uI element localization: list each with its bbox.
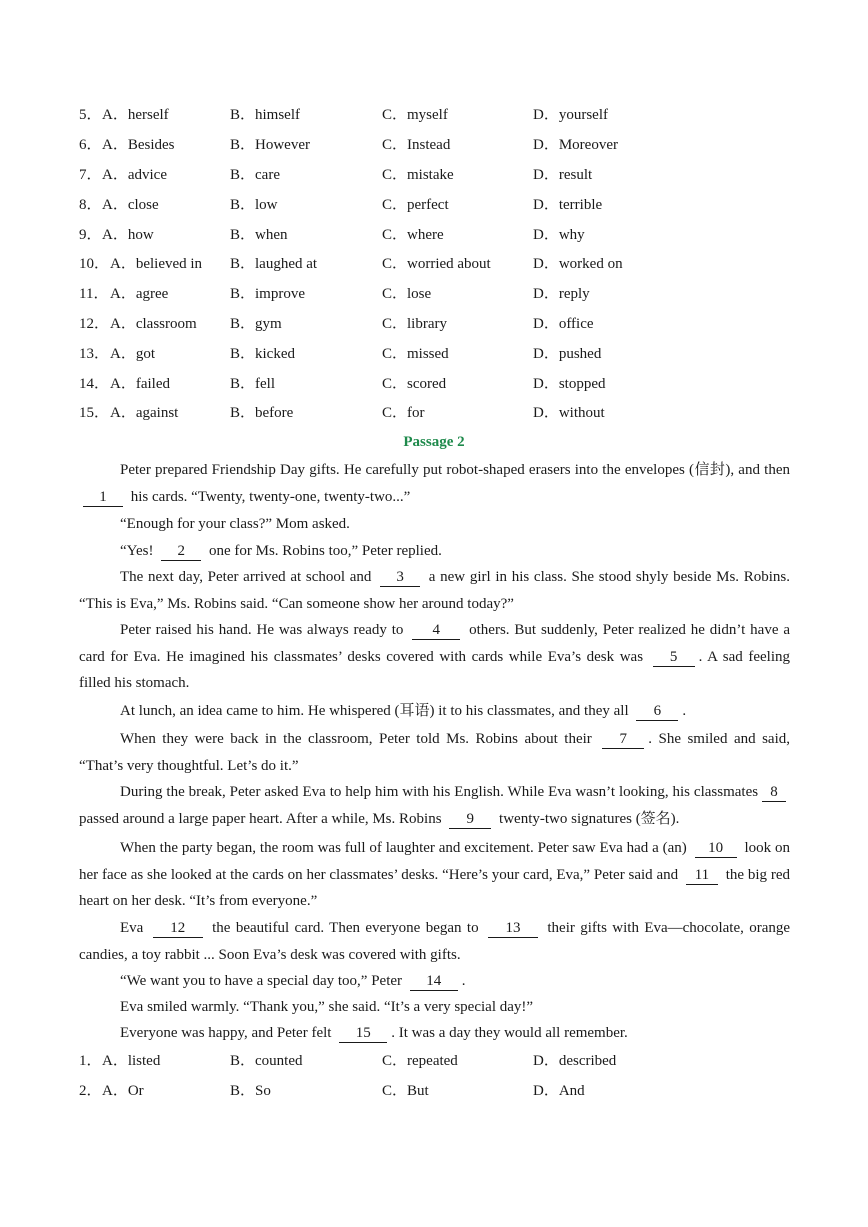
question-number: 7． — [79, 167, 102, 183]
paragraph — [79, 1020, 790, 1047]
answer-blank: 5 — [653, 648, 695, 667]
option-b: B．when — [230, 227, 288, 243]
option-a: A．Besides — [102, 137, 175, 153]
question-row — [79, 283, 799, 305]
question-row — [79, 224, 799, 246]
question-row — [79, 134, 799, 156]
option-b: B．improve — [230, 286, 305, 302]
option-c: C．But — [382, 1083, 429, 1099]
option-b: B．So — [230, 1083, 271, 1099]
question-row — [79, 343, 799, 365]
paragraph — [79, 617, 790, 697]
paragraph-text: Peter prepared Friendship Day gifts. He carefully put robot-shaped erasers into the envelopes (信封), and then — [120, 462, 790, 478]
paragraph-text: Peter raised his hand. He was always ready to — [120, 622, 404, 638]
option-a: A．close — [102, 197, 159, 213]
paragraph-text: At lunch, an idea came to him. He whispered (耳语) it to his classmates, and they all — [120, 703, 629, 719]
answer-blank: 1 — [83, 488, 123, 507]
paragraph — [79, 457, 790, 510]
option-a: A．Or — [102, 1083, 144, 1099]
option-a: A．how — [102, 227, 154, 243]
paragraph-text: When the party began, the room was full of laughter and excitement. Peter saw Eva had a (an) — [120, 840, 687, 856]
option-d: D．without — [533, 405, 605, 421]
option-d: D．worked on — [533, 256, 623, 272]
answer-blank: 3 — [380, 568, 420, 587]
option-c: C．mistake — [382, 167, 454, 183]
option-c: C．Instead — [382, 137, 451, 153]
option-a: A．against — [110, 405, 179, 421]
question-row — [79, 194, 799, 216]
option-a: A．got — [110, 346, 156, 362]
answer-blank: 8 — [762, 783, 786, 802]
answer-blank: 11 — [686, 866, 718, 885]
paragraph-text: . She smiled and said, “That’s very thoughtful. Let’s do it.” — [79, 731, 790, 774]
question-row — [79, 313, 799, 335]
question-number: 6． — [79, 137, 102, 153]
option-b: B．kicked — [230, 346, 295, 362]
option-c: C．perfect — [382, 197, 449, 213]
answer-blank: 15 — [339, 1024, 387, 1043]
answer-blank: 9 — [449, 810, 491, 829]
paragraph-text: their gifts with Eva—chocolate, orange candies, a toy rabbit ... Soon Eva’s desk was covered with gifts. — [79, 920, 791, 963]
option-c: C．missed — [382, 346, 449, 362]
option-b: B．care — [230, 167, 280, 183]
answer-blank: 14 — [410, 972, 458, 991]
option-c: C．where — [382, 227, 444, 243]
option-d: D．office — [533, 316, 594, 332]
option-c: C．myself — [382, 107, 448, 123]
paragraph-text: a new girl in his class. She stood shyly beside Ms. Robins. “This is Eva,” Ms. Robins said. “Can someone show her around today?” — [79, 569, 791, 612]
paragraph-text: . — [461, 973, 466, 989]
paragraph-text: look on her face as she looked at the cards on her classmates’ desks. “Here’s your card, Eva,” Peter said and — [79, 840, 790, 883]
option-d: D．result — [533, 167, 593, 183]
option-b: B．laughed at — [230, 256, 318, 272]
answer-blank: 12 — [153, 919, 203, 938]
question-number: 1． — [79, 1053, 102, 1069]
option-b: B．low — [230, 197, 278, 213]
paragraph — [79, 726, 790, 779]
option-d: D．And — [533, 1083, 585, 1099]
option-c: C．worried about — [382, 256, 491, 272]
question-number: 8． — [79, 197, 102, 213]
paragraph-text: . — [682, 703, 687, 719]
option-a: A．failed — [110, 376, 170, 392]
paragraph-text: his cards. “Twenty, twenty-one, twenty-two...” — [130, 488, 411, 505]
paragraph — [79, 564, 790, 617]
paragraph — [79, 779, 790, 832]
passage-title: Passage 2 — [403, 434, 465, 450]
option-c: C．repeated — [382, 1053, 458, 1069]
paragraph-text: Eva smiled warmly. “Thank you,” she said. “It’s a very special day!” — [120, 999, 534, 1015]
paragraph-text: “Yes! — [120, 543, 154, 559]
option-b: B．counted — [230, 1053, 303, 1069]
paragraph — [79, 835, 790, 915]
paragraph-text: the big red heart on her desk. “It’s from everyone.” — [79, 866, 791, 909]
option-d: D．terrible — [533, 197, 603, 213]
option-d: D．why — [533, 227, 585, 243]
paragraph — [79, 511, 790, 538]
paragraph-text: When they were back in the classroom, Peter told Ms. Robins about their — [120, 731, 592, 747]
question-row — [79, 104, 799, 126]
option-a: A．listed — [102, 1053, 161, 1069]
option-b: B．before — [230, 405, 294, 421]
question-number: 11． — [79, 286, 109, 302]
question-number: 10． — [79, 256, 110, 272]
question-row — [79, 253, 799, 275]
option-a: A．herself — [102, 107, 169, 123]
option-d: D．reply — [533, 286, 590, 302]
option-b: B．gym — [230, 316, 282, 332]
paragraph-text: “Enough for your class?” Mom asked. — [120, 516, 350, 532]
question-number: 5． — [79, 107, 102, 123]
paragraph-text: During the break, Peter asked Eva to help him with his English. While Eva wasn’t looking, his classmates — [120, 784, 759, 800]
paragraph-text: “We want you to have a special day too,” Peter — [120, 973, 403, 989]
option-d: D．stopped — [533, 376, 606, 392]
paragraph — [79, 538, 790, 565]
paragraph — [79, 994, 790, 1021]
option-d: D．Moreover — [533, 137, 618, 153]
option-b: B．fell — [230, 376, 275, 392]
answer-blank: 7 — [602, 730, 644, 749]
question-row — [79, 1080, 799, 1102]
paragraph-text: Eva — [120, 920, 144, 936]
answer-blank: 13 — [488, 919, 538, 938]
question-number: 2． — [79, 1083, 102, 1099]
question-row — [79, 373, 799, 395]
option-c: C．scored — [382, 376, 447, 392]
question-number: 9． — [79, 227, 102, 243]
answer-blank: 4 — [412, 621, 460, 640]
paragraph-text: . A sad feeling filled his stomach. — [79, 648, 790, 691]
paragraph-text: the beautiful card. Then everyone began to — [212, 920, 479, 936]
option-a: A．agree — [110, 286, 169, 302]
option-b: B．himself — [230, 107, 300, 123]
question-row — [79, 402, 799, 424]
option-c: C．for — [382, 405, 425, 421]
option-c: C．lose — [382, 286, 432, 302]
answer-blank: 10 — [695, 839, 737, 858]
option-d: D．pushed — [533, 346, 602, 362]
paragraph — [79, 968, 790, 995]
question-row — [79, 164, 799, 186]
paragraph-text: one for Ms. Robins too,” Peter replied. — [208, 543, 442, 559]
paragraph-text: others. But suddenly, Peter realized he didn’t have a card for Eva. He imagined his classmates’ desks covered with cards while Eva’s desk was — [79, 622, 791, 665]
option-d: D．described — [533, 1053, 617, 1069]
option-c: C．library — [382, 316, 447, 332]
paragraph-text: twenty-two signatures (签名). — [499, 810, 680, 827]
question-number: 15． — [79, 405, 110, 421]
paragraph-text: . It was a day they would all remember. — [391, 1025, 628, 1041]
option-a: A．believed in — [110, 256, 203, 272]
option-b: B．However — [230, 137, 310, 153]
answer-blank: 6 — [636, 702, 678, 721]
question-number: 12． — [79, 316, 110, 332]
option-a: A．classroom — [110, 316, 197, 332]
question-number: 14． — [79, 376, 110, 392]
paragraph-text: The next day, Peter arrived at school and — [120, 569, 372, 585]
paragraph-text: passed around a large paper heart. After a while, Ms. Robins — [79, 810, 442, 827]
option-a: A．advice — [102, 167, 167, 183]
answer-blank: 2 — [161, 542, 201, 561]
question-row — [79, 1050, 799, 1072]
question-number: 13． — [79, 346, 110, 362]
paragraph — [79, 698, 790, 725]
paragraph-text: Everyone was happy, and Peter felt — [120, 1025, 332, 1041]
option-d: D．yourself — [533, 107, 608, 123]
paragraph — [79, 915, 790, 968]
